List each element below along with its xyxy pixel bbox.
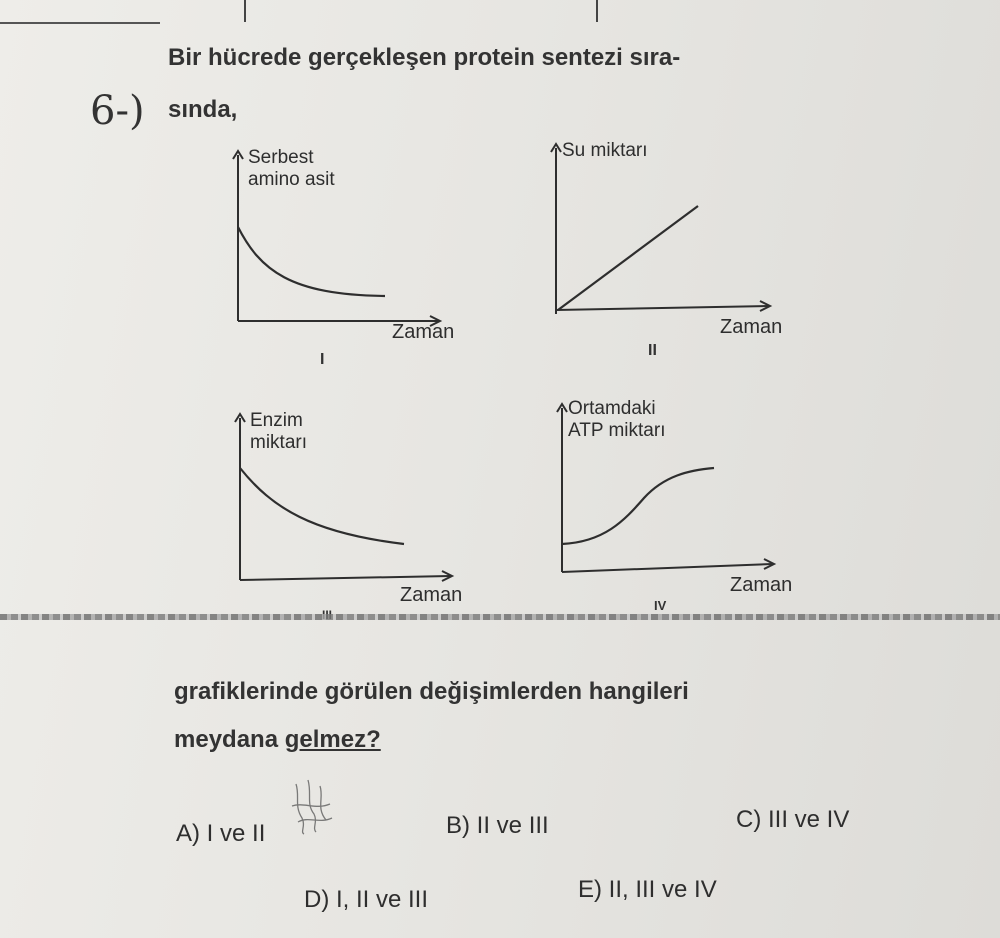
graph-3-x-axis	[240, 576, 450, 580]
graph-1-ylabel: Serbest amino asit	[248, 147, 335, 190]
question-number: 6-)	[90, 88, 145, 134]
graph-2	[548, 138, 808, 378]
graph-4-ylabel: Ortamdaki ATP miktarı	[568, 398, 666, 441]
graph-3-xlabel: Zaman	[400, 584, 463, 606]
option-b[interactable]: B) II ve III	[446, 812, 549, 839]
graph-4-xlabel: Zaman	[730, 574, 793, 596]
section-divider	[0, 614, 1000, 620]
option-a[interactable]: A) I ve II	[176, 820, 266, 847]
question-ending-text: meydana	[174, 726, 285, 753]
question-ending	[174, 668, 894, 764]
graph-3-ylabel: Enzim miktarı	[250, 410, 307, 453]
graph-1	[230, 145, 480, 385]
graph-3	[232, 408, 492, 620]
graph-2-xlabel: Zaman	[720, 316, 783, 338]
graph-1-xlabel: Zaman	[392, 321, 455, 343]
graph-4	[554, 396, 814, 618]
option-c[interactable]: C) III ve IV	[736, 806, 850, 833]
question-ending-emphasis: gelmez?	[284, 726, 381, 753]
question-stem-line-1: Bir hücrede gerçekleşen protein sentezi sıra-	[168, 44, 681, 71]
graph-3-curve	[240, 468, 404, 544]
graph-4-x-axis	[562, 564, 772, 572]
graph-1-plot	[230, 145, 480, 385]
graph-2-ylabel: Su miktarı	[562, 140, 648, 161]
top-tick	[596, 0, 598, 22]
question-stem-line-2: sında,	[168, 96, 238, 123]
graph-2-x-axis	[556, 306, 768, 310]
question-ending-line-1: grafiklerinde görülen değişimlerden hangileri	[174, 678, 689, 705]
pen-scribble	[286, 776, 338, 836]
graph-1-numeral: I	[320, 351, 325, 368]
option-d[interactable]: D) I, II ve III	[304, 886, 429, 913]
question-ending-line-2	[174, 716, 894, 764]
graph-2-line	[558, 206, 698, 310]
question-stem	[168, 32, 868, 136]
graph-2-plot	[548, 138, 808, 378]
option-e[interactable]: E) II, III ve IV	[578, 876, 717, 903]
graph-1-curve	[238, 227, 385, 296]
top-tick	[244, 0, 246, 22]
top-rule	[0, 22, 160, 24]
graph-2-numeral: II	[648, 342, 657, 359]
graph-4-curve	[562, 468, 714, 544]
graph-4-numeral: IV	[654, 598, 667, 613]
